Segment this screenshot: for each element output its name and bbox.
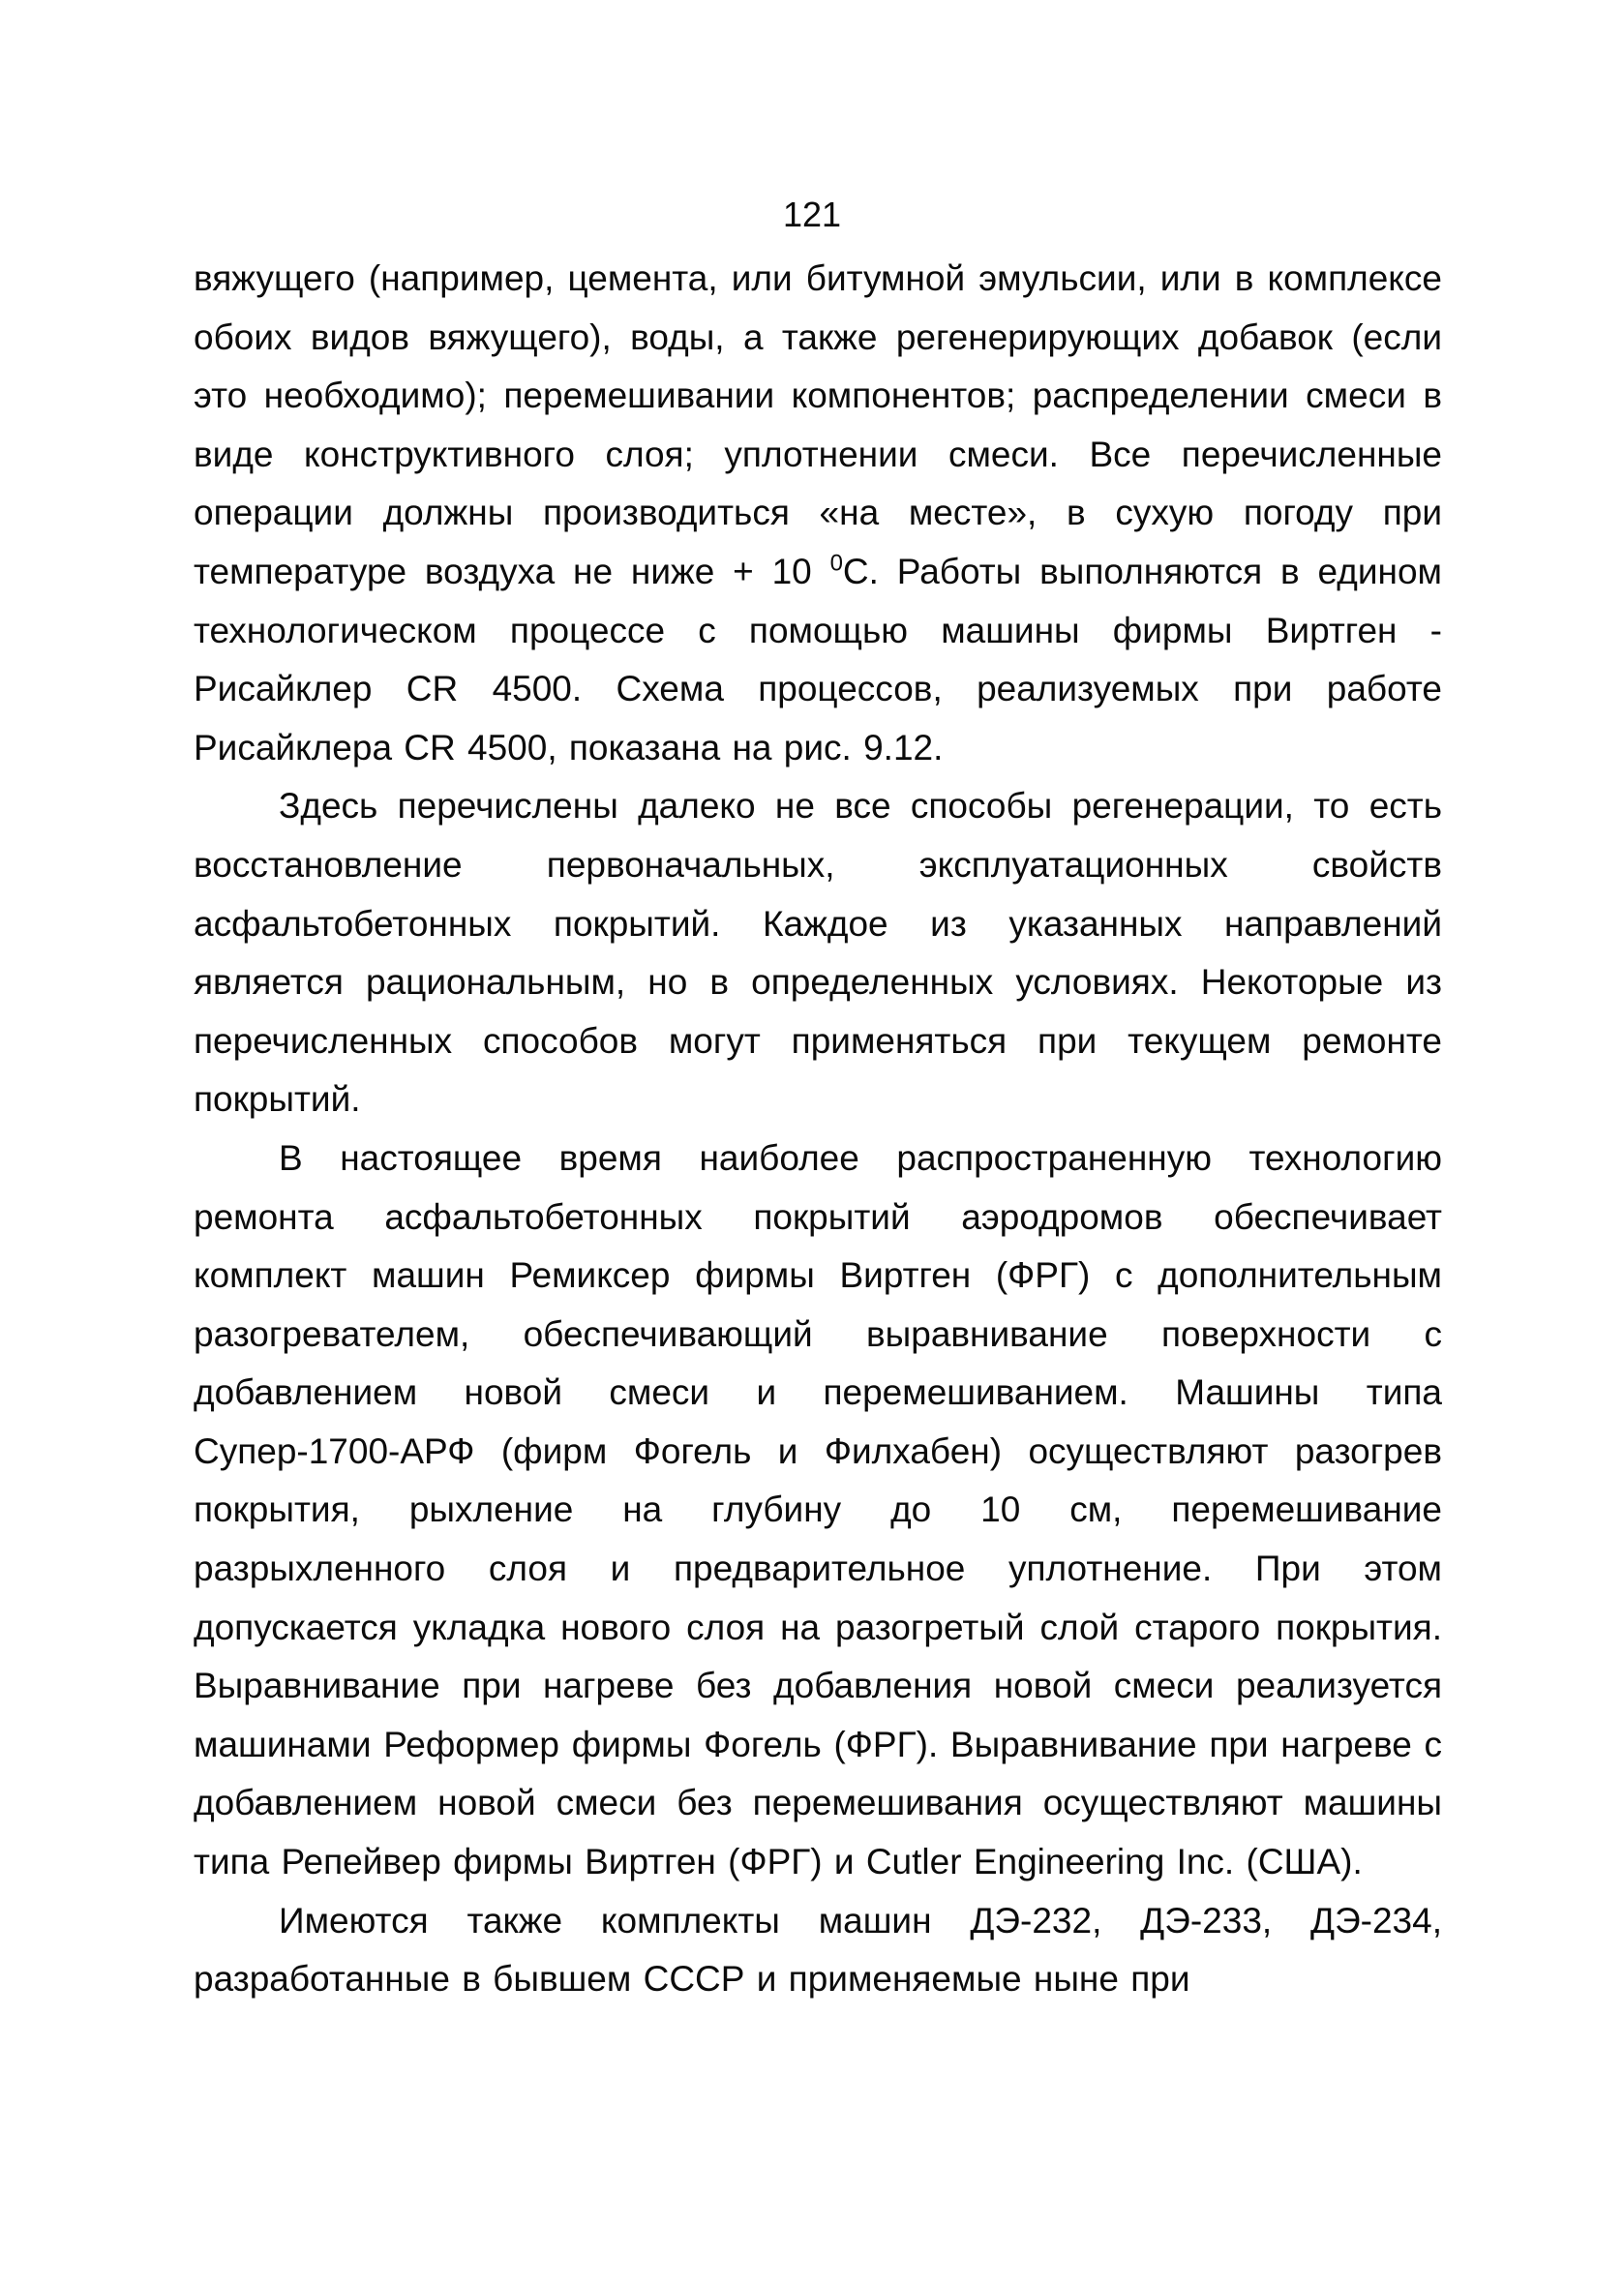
page-number: 121 [782,195,842,234]
degree-superscript: 0 [829,550,843,577]
paragraph-1 [194,250,1442,777]
text-body [194,250,1442,2009]
paragraph-2: Здесь перечислены далеко не все способы регенерации, то есть восстановление первоначальных, эксплуатационных свойств асфальтобетонных покрытий. Каждое из указанных направлений является рациональным, но в определенных условиях. Некоторые из перечисленных способов могут применяться при текущем ремонте покрытий. [194,786,1442,1120]
paragraph-3: В настоящее время наиболее распространенную технологию ремонта асфальтобетонных покрытий аэродромов обеспечивает комплект машин Ремиксер фирмы Виртген (ФРГ) с дополнительным разогревателем, обеспечивающий выравнивание поверхности с добавлением новой смеси и перемешиванием. Машины типа Супер-1700-АРФ (фирм Фогель и Филхабен) осуществляют разогрев покрытия, рыхление на глубину до 10 см, перемешивание разрыхленного слоя и предварительное уплотнение. При этом допускается укладка нового слоя на разогретый слой старого покрытия. Выравнивание при нагреве без добавления новой смеси реализуется машинами Реформер фирмы Фогель (ФРГ). Выравнивание при нагреве с добавлением новой смеси без перемешивания осуществляют машины типа Репейвер фирмы Виртген (ФРГ) и Cutler Engineering Inc. (США). [194,1137,1442,1882]
paragraph-1-text-start: вяжущего (например, цемента, или битумной эмульсии, или в комплексе обоих видов вяжущего), воды, а также регенерирующих добавок (если это необходимо); перемешивании компонентов; распределении смеси в виде конструктивного слоя; уплотнении смеси. Все перечисленные операции должны производиться «на месте», в сухую погоду при температуре воздуха не ниже + 10 [194,258,1442,591]
paragraph-4: Имеются также комплекты машин ДЭ-232, ДЭ-233, ДЭ-234, разработанные в бывшем СССР и применяемые ныне при [194,1900,1442,2000]
paragraph-1-text-end: С. Работы выполняются в едином технологическом процессе с помощью машины фирмы Виртген - Рисайклер CR 4500. Схема процессов, реализуемых при работе Рисайклера CR 4500, показана на рис. 9.12. [194,551,1442,767]
